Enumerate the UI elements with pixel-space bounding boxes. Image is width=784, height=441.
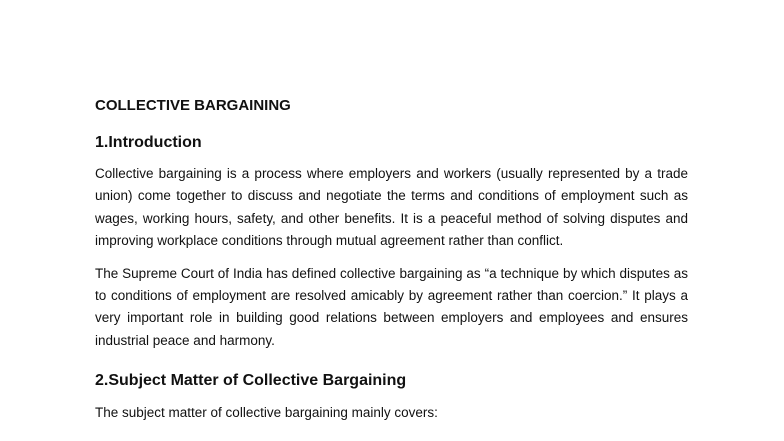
paragraph: Collective bargaining is a process where employers and workers (usually represented by a trade union) come together to discuss and negotiate the terms and conditions of employment such as wages, working hours, safety, and other benefits. It is a peaceful method of solving disputes and improving workplace conditions through mutual agreement rather than conflict. — [95, 166, 688, 249]
document-body — [95, 96, 688, 425]
paragraph: The Supreme Court of India has defined collective bargaining as “a technique by which disputes as to conditions of employment are resolved amicably by agreement rather than coercion.” It plays a very important role in building good relations between employers and employees and ensures industrial peace and harmony. — [95, 265, 688, 348]
section-heading-introduction: 1.Introduction — [95, 134, 202, 151]
paragraph: The subject matter of collective bargaining mainly covers: — [95, 405, 438, 421]
document-title: COLLECTIVE BARGAINING — [95, 97, 291, 114]
section-heading-subject-matter: 2.Subject Matter of Collective Bargaining — [95, 372, 407, 390]
